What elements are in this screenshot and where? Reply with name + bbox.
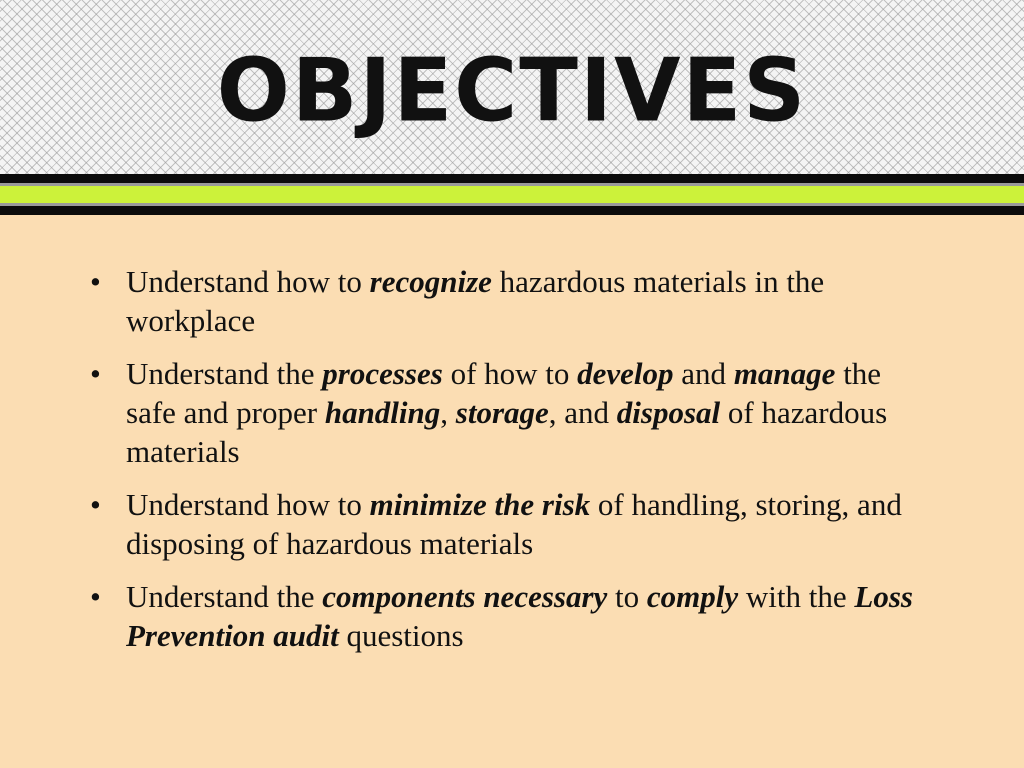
bullet-emphasis-segment: processes	[322, 356, 443, 391]
bullet-text-segment: and	[673, 356, 734, 391]
bullet-item	[88, 354, 938, 471]
bullet-text-segment: with the	[738, 579, 855, 614]
bullet-emphasis-segment: develop	[577, 356, 674, 391]
bullet-emphasis-segment: comply	[646, 579, 739, 614]
bullet-marker: •	[90, 356, 101, 391]
bullet-text-segment: Understand the	[126, 579, 323, 614]
bullet-emphasis-segment: handling	[324, 395, 441, 430]
bullet-text-segment: questions	[338, 618, 464, 653]
bullet-text-segment: , and	[548, 395, 617, 430]
divider-stripe-bottom	[0, 206, 1024, 215]
title-band	[0, 0, 1024, 176]
bullet-marker: •	[90, 579, 101, 614]
divider-stripe-accent	[0, 186, 1024, 203]
bullet-text-segment: of handling, storing, and disposing of hazardous materials	[126, 487, 902, 561]
bullet-emphasis-segment: Loss Prevention audit	[126, 579, 913, 653]
bullet-text-segment: ,	[440, 395, 456, 430]
bullet-text-segment: Understand how to	[126, 264, 370, 299]
bullet-text-segment: to	[607, 579, 647, 614]
bullet-emphasis-segment: recognize	[369, 264, 492, 299]
bullet-list	[88, 262, 938, 669]
bullet-marker: •	[90, 264, 101, 299]
bullet-marker: •	[90, 487, 101, 522]
bullet-emphasis-segment: disposal	[616, 395, 721, 430]
bullet-emphasis-segment: manage	[733, 356, 836, 391]
divider-stripe-top	[0, 174, 1024, 183]
bullet-text-segment: the safe and proper	[126, 356, 882, 430]
bullet-emphasis-segment: minimize the risk	[369, 487, 591, 522]
bullet-text-segment: of hazardous materials	[126, 395, 888, 469]
bullet-item	[88, 262, 938, 340]
bullet-text-segment: Understand the	[126, 356, 323, 391]
bullet-emphasis-segment: storage	[455, 395, 549, 430]
bullet-text-segment: of how to	[442, 356, 578, 391]
bullet-text-segment: Understand how to	[126, 487, 370, 522]
slide-title: OBJECTIVES	[216, 40, 808, 143]
bullet-emphasis-segment: components necessary	[322, 579, 608, 614]
bullet-text-segment: hazardous materials in the workplace	[126, 264, 825, 338]
bullet-item	[88, 577, 938, 655]
bullet-item	[88, 485, 938, 563]
